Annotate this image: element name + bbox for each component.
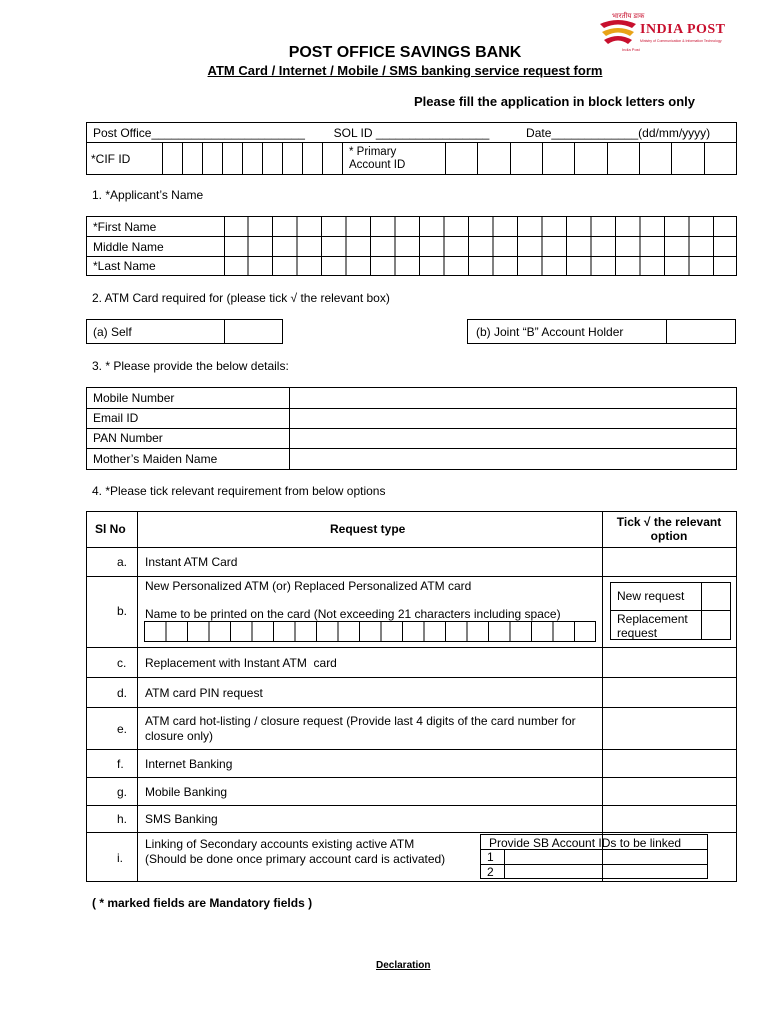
row-d-tick[interactable] bbox=[603, 678, 736, 707]
name-boxes[interactable] bbox=[224, 217, 736, 275]
row-b-text2: Name to be printed on the card (Not exceeding 21 characters including space) bbox=[145, 607, 561, 621]
row-i-text: Linking of Secondary accounts existing active ATM bbox=[145, 837, 415, 851]
row-g-sl: g. bbox=[117, 785, 128, 799]
declaration-heading: Declaration bbox=[376, 960, 431, 971]
cif-row bbox=[87, 143, 737, 175]
section3-heading: 3. * Please provide the below details: bbox=[92, 359, 289, 373]
email-id-input[interactable] bbox=[290, 409, 736, 428]
mandatory-note: ( * marked fields are Mandatory fields ) bbox=[92, 896, 313, 910]
post-office-field[interactable]: Post Office_______________________ bbox=[93, 125, 305, 140]
logo-hindi-text: भारतीय डाक bbox=[612, 13, 645, 20]
row-a-tick[interactable] bbox=[603, 548, 736, 576]
self-tick-box[interactable] bbox=[224, 320, 283, 343]
cif-box[interactable] bbox=[163, 143, 183, 175]
cif-box[interactable] bbox=[203, 143, 223, 175]
joint-option bbox=[467, 319, 736, 344]
row-h-sl: h. bbox=[117, 812, 128, 826]
row-i-sl: i. bbox=[117, 851, 123, 865]
date-field[interactable]: Date_____________(dd/mm/yyyy) bbox=[526, 125, 711, 140]
row-f-tick[interactable] bbox=[603, 750, 736, 777]
sb-header-label: Provide SB Account IDs to be linked bbox=[489, 836, 682, 850]
sb-row-2-input[interactable] bbox=[505, 865, 707, 878]
mobile-number-label: Mobile Number bbox=[93, 391, 175, 405]
row-h-tick[interactable] bbox=[603, 806, 736, 832]
details-grid bbox=[86, 387, 737, 470]
primary-account-label: * Primary Account ID bbox=[343, 143, 446, 175]
cif-box[interactable] bbox=[243, 143, 263, 175]
top-info-row bbox=[87, 123, 737, 143]
cif-box[interactable] bbox=[183, 143, 203, 175]
logo-subtitle-text: Ministry of Communication & Information Technology bbox=[640, 39, 722, 43]
row-d-sl: d. bbox=[117, 686, 128, 700]
sb-row-1-label: 1 bbox=[487, 850, 494, 864]
replacement-request-tick[interactable] bbox=[702, 611, 730, 639]
row-a-text: Instant ATM Card bbox=[145, 555, 238, 569]
cif-box[interactable] bbox=[223, 143, 243, 175]
card-name-boxes[interactable] bbox=[144, 621, 596, 642]
cif-box[interactable] bbox=[263, 143, 283, 175]
logo-name-text: INDIA POST bbox=[640, 22, 726, 37]
cif-id-label: *CIF ID bbox=[87, 143, 163, 175]
pan-number-input[interactable] bbox=[290, 429, 736, 448]
col-request-header: Request type bbox=[330, 522, 406, 536]
logo-small-text: India Post bbox=[622, 47, 640, 52]
sb-row-2-label: 2 bbox=[487, 865, 494, 879]
col-sl-header: Sl No bbox=[95, 522, 126, 536]
sb-accounts-box bbox=[480, 834, 708, 879]
self-option bbox=[86, 319, 283, 344]
row-b-text: New Personalized ATM (or) Replaced Personalized ATM card bbox=[145, 579, 472, 593]
page-subtitle: ATM Card / Internet / Mobile / SMS banking service request form bbox=[207, 63, 603, 78]
first-name-label: *First Name bbox=[93, 220, 157, 234]
sb-row-1-input[interactable] bbox=[505, 850, 707, 864]
cif-box[interactable] bbox=[323, 143, 343, 175]
last-name-label: *Last Name bbox=[93, 259, 156, 273]
row-f-sl: f. bbox=[117, 757, 124, 771]
sol-id-field[interactable]: SOL ID _________________ bbox=[333, 125, 490, 140]
joint-label: (b) Joint “B” Account Holder bbox=[476, 325, 624, 339]
cif-box[interactable] bbox=[283, 143, 303, 175]
replacement-request-label: Replacement request bbox=[617, 612, 688, 640]
block-letters-instruction: Please fill the application in block letters only bbox=[414, 94, 696, 109]
row-e-sl: e. bbox=[117, 722, 128, 736]
new-request-tick[interactable] bbox=[702, 583, 730, 610]
row-a-sl: a. bbox=[117, 555, 128, 569]
account-box[interactable] bbox=[446, 143, 737, 175]
top-info-table bbox=[86, 122, 737, 175]
maiden-name-input[interactable] bbox=[290, 449, 736, 469]
row-e-text: ATM card hot-listing / closure request (Provide last 4 digits of the card number for closure only) bbox=[145, 714, 576, 743]
col-tick-header: Tick √ the relevant option bbox=[616, 515, 722, 543]
row-i-text2: (Should be done once primary account card is activated) bbox=[145, 852, 446, 866]
request-table bbox=[86, 511, 737, 882]
row-d-text: ATM card PIN request bbox=[145, 686, 263, 700]
section1-heading: 1. *Applicant’s Name bbox=[92, 188, 204, 202]
row-g-tick[interactable] bbox=[603, 778, 736, 805]
pan-number-label: PAN Number bbox=[93, 431, 163, 445]
mobile-number-input[interactable] bbox=[290, 388, 736, 408]
page-title: POST OFFICE SAVINGS BANK bbox=[288, 44, 522, 61]
cif-box[interactable] bbox=[303, 143, 323, 175]
row-c-sl: c. bbox=[117, 656, 127, 670]
email-id-label: Email ID bbox=[93, 411, 139, 425]
maiden-name-label: Mother’s Maiden Name bbox=[93, 452, 218, 466]
row-h-text: SMS Banking bbox=[145, 812, 218, 826]
section4-heading: 4. *Please tick relevant requirement from below options bbox=[92, 484, 386, 498]
new-request-label: New request bbox=[617, 589, 685, 603]
row-f-text: Internet Banking bbox=[145, 757, 233, 771]
self-label: (a) Self bbox=[93, 325, 132, 339]
section2-heading: 2. ATM Card required for (please tick √ the relevant box) bbox=[92, 291, 390, 305]
middle-name-label: Middle Name bbox=[93, 240, 164, 254]
new-replace-box bbox=[610, 582, 731, 640]
applicant-name-grid bbox=[86, 216, 737, 276]
row-c-text: Replacement with Instant ATM card bbox=[145, 656, 337, 670]
joint-tick-box[interactable] bbox=[666, 320, 736, 343]
row-c-tick[interactable] bbox=[603, 648, 736, 677]
row-e-tick[interactable] bbox=[603, 708, 736, 749]
row-g-text: Mobile Banking bbox=[145, 785, 228, 799]
row-b-sl: b. bbox=[117, 604, 128, 618]
